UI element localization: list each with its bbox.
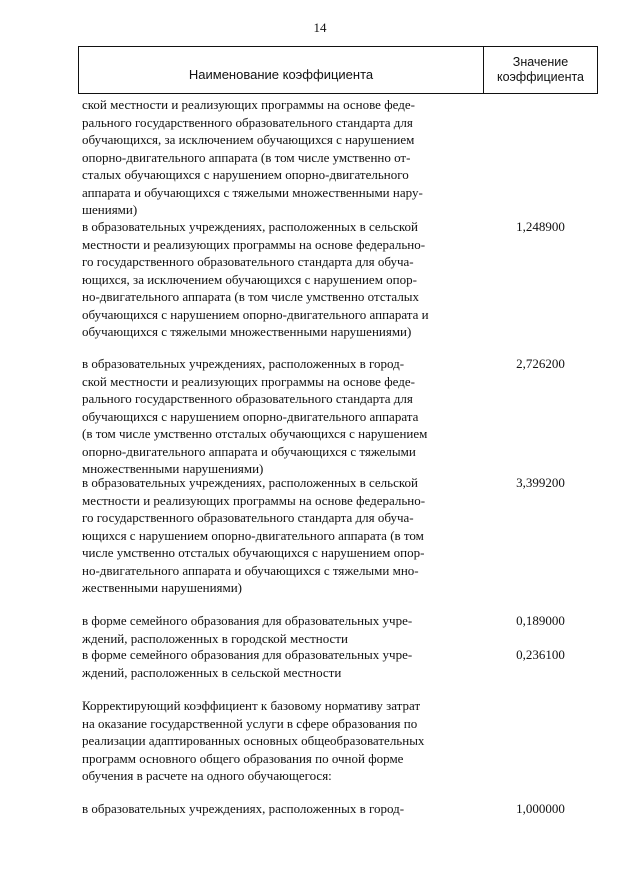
row-value: 1,248900 — [516, 219, 565, 234]
row-text: в образовательных учреждениях, расположенных в город- ской местности и реализующих программы на основе феде- рального государственного образовательного стандарта для обучающихся с нарушением опорно-двигательного аппарата (в том числе умственно отсталых обучающихся с нарушением опорно-двигательного аппарата и обучающихся с тяжелыми множественными нарушениями) — [82, 356, 428, 476]
table-row — [78, 355, 598, 479]
table-row — [78, 697, 598, 787]
table-header — [78, 46, 598, 94]
row-text: в форме семейного образования для образовательных учре- ждений, расположенных в городской местности — [82, 613, 413, 646]
page-number: 14 — [313, 20, 327, 35]
table-row — [78, 96, 598, 220]
row-text: Корректирующий коэффициент к базовому нормативу затрат на оказание государственной услуги в сфере образования по реализации адаптированных основных общеобразовательных программ основного общего образования по очной форме обучения в расчете на одного обучающегося: — [82, 698, 425, 783]
row-text: ской местности и реализующих программы на основе феде- рального государственного образовательного стандарта для обучающихся, за исключением обучающихся с нарушением опорно-двигательного аппарата (в том числе умственно от- сталых обучающихся с нарушением опорно-двигательного аппарата и обучающихся с тяжелыми множественными нару- шениями) — [82, 97, 423, 217]
row-value: 0,236100 — [516, 647, 565, 662]
row-text: в форме семейного образования для образовательных учре- ждений, расположенных в сельской местности — [82, 647, 413, 680]
row-value: 0,189000 — [516, 613, 565, 628]
header-coefficient-value — [484, 47, 597, 93]
row-text: в образовательных учреждениях, расположенных в сельской местности и реализующих программы на основе федерально- го государственного образовательного стандарта для обуча- ющихся, за исключением обучающихся с нарушением опор- но-двигательного аппарата (в том числе умственно отсталых обучающихся с нарушением опорно-двигательного аппарата и обучающихся с тяжелыми множественными нарушениями) — [82, 219, 429, 339]
table-row — [78, 612, 598, 648]
table-row — [78, 474, 598, 598]
header-coefficient-name: Наименование коэффициента — [79, 47, 484, 93]
table-row — [78, 800, 598, 820]
header-value-label: Значение коэффициента — [496, 55, 585, 84]
row-value: 3,399200 — [516, 475, 565, 490]
row-value: 2,726200 — [516, 356, 565, 371]
table-row — [78, 646, 598, 682]
row-value: 1,000000 — [516, 801, 565, 816]
table-row — [78, 218, 598, 342]
row-text: в образовательных учреждениях, расположенных в сельской местности и реализующих программы на основе федерально- го государственного образовательного стандарта для обуча- ющихся с нарушением опорно-двигательного аппарата (в том числе умственно отсталых обучающихся с нарушением опор- но-двигательного аппарата и обучающихся с тяжелыми мно- жественными нарушениями) — [82, 475, 426, 595]
row-text: в образовательных учреждениях, расположенных в город- — [82, 801, 405, 816]
